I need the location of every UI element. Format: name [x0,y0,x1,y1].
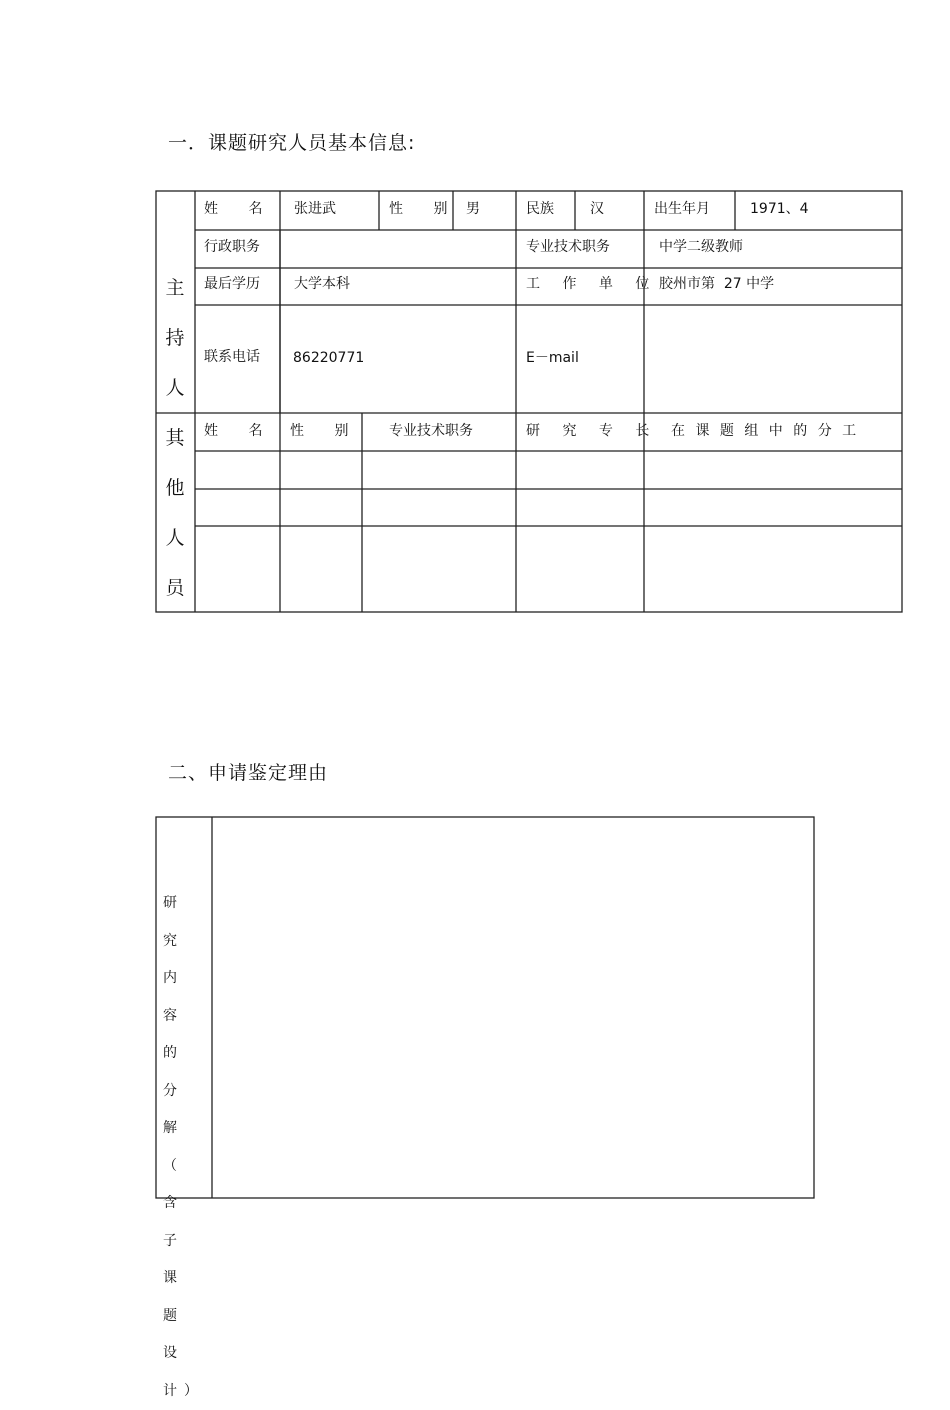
host-label-char: 持 [162,326,188,376]
section-2-title: 二、申请鉴定理由 [168,758,328,785]
side-label-line: 计） [163,1373,207,1410]
others-label-char: 其 [162,426,188,476]
birth-value: 1971、4 [750,200,809,218]
others-header-role: 在 课 题 组 中 的 分 工 [671,422,859,440]
gender-label: 性 别 [389,200,460,218]
others-label-char: 人 [162,526,188,576]
email-label: E－mail [526,349,579,367]
others-header-tech-position: 专业技术职务 [389,422,473,440]
gender-value: 男 [466,200,480,218]
others-header-specialty: 研 究 专 长 [526,422,658,440]
others-header-gender: 性 别 [290,422,361,440]
research-decomposition-label [163,885,207,1410]
tech-position-label: 专业技术职务 [526,238,610,256]
name-value: 张进武 [294,200,336,218]
ethnicity-label: 民族 [526,200,554,218]
host-side-label [162,276,188,426]
side-label-line: 题 设 [163,1298,207,1373]
side-label-line: （ 含 [163,1148,207,1223]
others-label-char: 他 [162,476,188,526]
admin-position-label: 行政职务 [204,238,260,256]
section-1-title: 一．课题研究人员基本信息: [168,128,415,155]
work-unit-value: 胶州市第 27 中学 [659,275,774,293]
host-label-char: 人 [162,376,188,426]
others-header-name: 姓 名 [204,422,275,440]
name-label: 姓 名 [204,200,275,218]
side-label-line: 研 究 [163,885,207,960]
others-label-char: 员 [162,576,188,626]
work-unit-label: 工 作 单 位 [526,275,658,293]
host-label-char: 主 [162,276,188,326]
side-label-line: 内 容 [163,960,207,1035]
side-label-line: 子 课 [163,1223,207,1298]
tech-position-value: 中学二级教师 [659,238,743,256]
others-side-label [162,426,188,626]
ethnicity-value: 汉 [590,200,604,218]
side-label-line: 的 分 [163,1035,207,1110]
phone-label: 联系电话 [204,348,260,366]
birth-label: 出生年月 [654,200,710,218]
side-label-line: 解 [163,1110,207,1148]
phone-value: 86220771 [293,349,364,367]
education-value: 大学本科 [294,275,350,293]
education-label: 最后学历 [204,275,260,293]
